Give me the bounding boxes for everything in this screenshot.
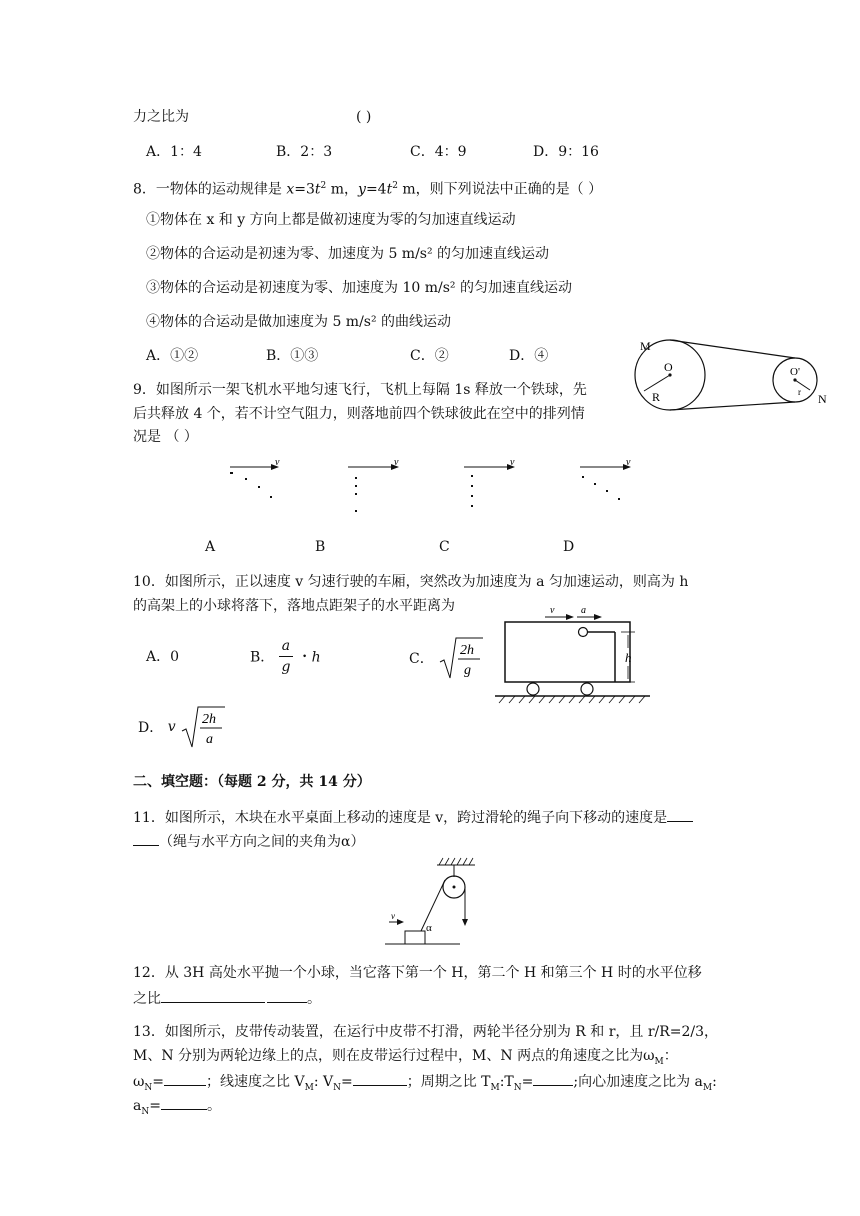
q13-sub-m: M [654, 1056, 664, 1067]
q7-option-c: C．4：9 [410, 144, 467, 160]
q10-fig-v-label: v [550, 605, 555, 616]
q13-omega-n: ω [133, 1074, 145, 1090]
label-n: N [818, 392, 827, 406]
wheel-left [527, 683, 539, 695]
q11-fig-v-label: v [391, 911, 395, 921]
q10-option-c [409, 634, 484, 682]
svg-text:a: a [206, 732, 214, 747]
q7-stem-continuation [133, 108, 189, 126]
q11-pulley-figure [385, 855, 485, 950]
q10-option-c-label: C． [409, 651, 434, 667]
q9-label-c: C [439, 539, 450, 555]
q13-blank-period [533, 1071, 573, 1086]
q10-option-c-radical [438, 634, 484, 682]
q8-item-1: ①物体在 x 和 y 方向上都是做初速度为零的匀加速直线运动 [146, 212, 516, 228]
q11-line-2 [133, 831, 364, 851]
q9-b-v-label: v [394, 457, 399, 468]
q13-sub-n-3: N [513, 1082, 522, 1093]
q13-line-1: 13．如图所示，皮带传动装置，在运行中皮带不打滑，两轮半径分别为 R 和 r，且 r/R=2/3， [133, 1024, 719, 1040]
belt-bottom [670, 402, 795, 410]
q13-sub-n-4: N [141, 1106, 150, 1117]
section-2-title: 二、填空题：（每题 2 分，共 14 分） [133, 774, 371, 790]
q9-options-figure [220, 455, 640, 520]
q12-end: 。 [307, 991, 321, 1007]
q7-option-a: A．1：4 [146, 144, 202, 160]
q8-stem-a: 8．一物体的运动规律是 [133, 181, 287, 198]
q13-blank-angular [164, 1071, 206, 1086]
svg-text:g: g [464, 663, 472, 678]
q9-figure-a [230, 457, 280, 498]
q11-line-1 [133, 807, 693, 827]
svg-text:2h: 2h [460, 643, 475, 658]
label-o2: O' [790, 366, 800, 378]
block [405, 931, 425, 944]
q9-d-v-label: v [626, 457, 631, 468]
q12-line-2 [133, 988, 321, 1008]
q10-carriage-figure [495, 600, 655, 705]
q9-line-2: 后共释放 4 个，若不计空气阻力，则落地前四个铁球彼此在空中的排列情 [133, 406, 585, 422]
q13-blank-accel [161, 1095, 207, 1110]
q10-line-2: 的高架上的小球将落下，落地点距架子的水平距离为 [133, 598, 455, 614]
label-r-big: R [652, 390, 661, 404]
q13-linear-colon: : V [313, 1074, 334, 1090]
ball [579, 628, 588, 637]
q13-line-2-text: M、N 分别为两轮边缘上的点，则在皮带运行过程中，M、N 两点的角速度之比为ω [133, 1048, 655, 1064]
rope-slant [421, 880, 445, 931]
q12-blank-b [267, 988, 307, 1003]
q13-end: 。 [206, 1098, 221, 1114]
q12-blank-a [161, 988, 265, 1003]
q8-option-b: B．①③ [266, 348, 319, 364]
q13-sub-n-2: N [333, 1082, 341, 1093]
label-r-small: r [798, 387, 801, 397]
q8-option-c: C．② [410, 348, 449, 364]
q10-option-b-fraction: $\frac{a}{g}$ [279, 636, 293, 677]
q7-stem-text: 力之比为 [133, 109, 189, 125]
q13-line-4 [133, 1095, 221, 1121]
q10-option-a: A．0 [146, 649, 180, 665]
svg-text:2h: 2h [202, 712, 217, 727]
q11-fig-alpha-label: α [426, 922, 432, 934]
q10-fig-h-label: h [625, 650, 632, 665]
q10-option-b-label: B． [250, 649, 275, 666]
belt-pulley-figure [630, 335, 830, 425]
q8-stem-c: m，则下列说法中正确的是（ ） [402, 181, 603, 198]
q10-option-d: D． v 2h a [138, 703, 226, 751]
q9-a-v-label: v [275, 457, 280, 468]
carriage-body [505, 622, 630, 682]
q10-line-1: 10．如图所示，正以速度 v 匀速行驶的车厢，突然改为加速度为 a 匀加速运动，则高为 h [133, 574, 689, 590]
q7-option-d: D．9：16 [533, 144, 599, 160]
q7-answer-paren: ( ) [356, 109, 372, 125]
q10-option-d-radical [180, 703, 226, 751]
q8-item-3: ③物体的合运动是初速度为零、加速度为 10 m/s² 的匀加速直线运动 [146, 280, 572, 296]
q11-line-2-text: （绳与水平方向之间的夹角为α） [159, 834, 365, 850]
q9-figure-c [464, 457, 515, 507]
q13-sub-n-1: N [144, 1082, 153, 1093]
q10-fig-a-label: a [581, 605, 586, 616]
q13-blank-linear [353, 1071, 407, 1086]
q9-line-1: 9．如图所示一架飞机水平地匀速飞行，飞机上每隔 1s 释放一个铁球，先 [133, 382, 587, 398]
q8-item-4: ④物体的合运动是做加速度为 5 m/s² 的曲线运动 [146, 314, 452, 330]
label-m: M [640, 339, 651, 353]
label-o: O [664, 360, 673, 374]
q11-blank-a [667, 807, 693, 822]
q9-figure-b [348, 457, 399, 512]
q13-sub-m-2: M [304, 1082, 314, 1093]
wheel-right [581, 683, 593, 695]
q8-item-2: ②物体的合运动是初速为零、加速度为 5 m/s² 的匀加速直线运动 [146, 246, 550, 262]
q13-sub-m-4: M [702, 1082, 713, 1093]
q13-eq-4: = [149, 1098, 161, 1114]
q13-period-colon: :T [499, 1074, 514, 1090]
q8-option-a: A．①② [146, 348, 199, 364]
ground-hatch [499, 696, 645, 703]
q7-option-b: B．2：3 [276, 144, 333, 160]
q9-figure-d [580, 457, 631, 500]
q9-label-b: B [315, 539, 326, 555]
center-o2 [793, 378, 796, 381]
q13-sub-m-3: M [490, 1082, 500, 1093]
q11-line-1-text: 11．如图所示，木块在水平桌面上移动的速度是 v，跨过滑轮的绳子向下移动的速度是 [133, 810, 668, 826]
q12-line-1: 12．从 3H 高处水平抛一个小球，当它落下第一个 H，第二个 H 和第三个 H 时的水平位移 [133, 965, 702, 981]
q13-line-3: $\omega_N=$ ；线速度之比 $V_M$: $V_N=$ ；周期之比 $T_M:T_N=$ ;向心加速度之比为 $a_M$: [133, 1071, 717, 1097]
q9-line-3: 况是 （ ） [133, 429, 198, 445]
q8-option-d: D．④ [509, 348, 549, 364]
q9-c-v-label: v [510, 457, 515, 468]
q13-line-2: M、N 分别为两轮边缘上的点，则在皮带运行过程中，M、N 两点的角速度之比为$\omega_M$： [133, 1048, 678, 1067]
radius-R [644, 375, 670, 391]
q13-linear-text: ；线速度之比 V [206, 1074, 305, 1090]
q12-line-2-text: 之比 [133, 991, 161, 1007]
q13-a-n: a [133, 1098, 142, 1114]
q13-accel-text: ;向心加速度之比为 a [573, 1074, 703, 1090]
q9-label-d: D [563, 539, 575, 555]
q8-stem: 8．一物体的运动规律是 $x=3t^2$ m，$y=4t^2$ m，则下列说法中正确的是（ ） [133, 181, 603, 198]
q10-option-d-label: D． [138, 720, 164, 736]
q8-stem-b: m， [330, 181, 359, 198]
belt-top [670, 340, 795, 358]
q10-option-b: B． $\frac{a}{g}$ ・h [250, 638, 321, 675]
q11-blank-b [133, 831, 159, 846]
q13-eq-1: = [152, 1074, 165, 1090]
q9-label-a: A [205, 539, 216, 555]
q13-period-text: ；周期之比 T [406, 1074, 491, 1090]
